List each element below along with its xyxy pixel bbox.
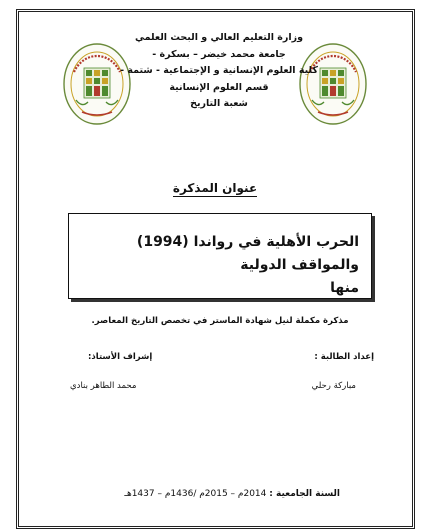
memo-title-line-1: الحرب الأهلية في رواندا (1994) والمواقف الدولية [136,234,359,273]
supervisor-name: محمد الطاهر بنادي [70,381,137,391]
supervisor-label: إشراف الأستاذ: [88,352,153,362]
memo-title-box [68,213,372,299]
academic-year-value: 2014م – 2015م /1436م – 1437هـ [124,489,267,499]
branch-line: شعبة التاريخ [190,98,248,109]
academic-year-label: السنة الجامعية : [269,489,340,499]
student-name: مباركة رحلي [311,381,356,391]
ministry-line: وزارة التعليم العالي و البحث العلمي [135,32,303,43]
institution-header [120,30,318,113]
department-line: قسم العلوم الإنسانية [169,81,269,93]
memo-title-line-2: منها [330,280,359,296]
university-line: جامعة محمد خيضر – بسكرة - [152,48,286,60]
memo-title-label: عنوان المذكرة [172,181,258,195]
faculty-line: كلية العلوم الإنسانية و الإجتماعية - شتمة - [120,65,318,76]
memo-subtitle: مذكرة مكملة لنيل شهادة الماستر في تخصص التاريخ المعاصر. [91,316,349,326]
academic-year [108,489,340,499]
student-label: إعداد الطالبة : [314,352,374,362]
